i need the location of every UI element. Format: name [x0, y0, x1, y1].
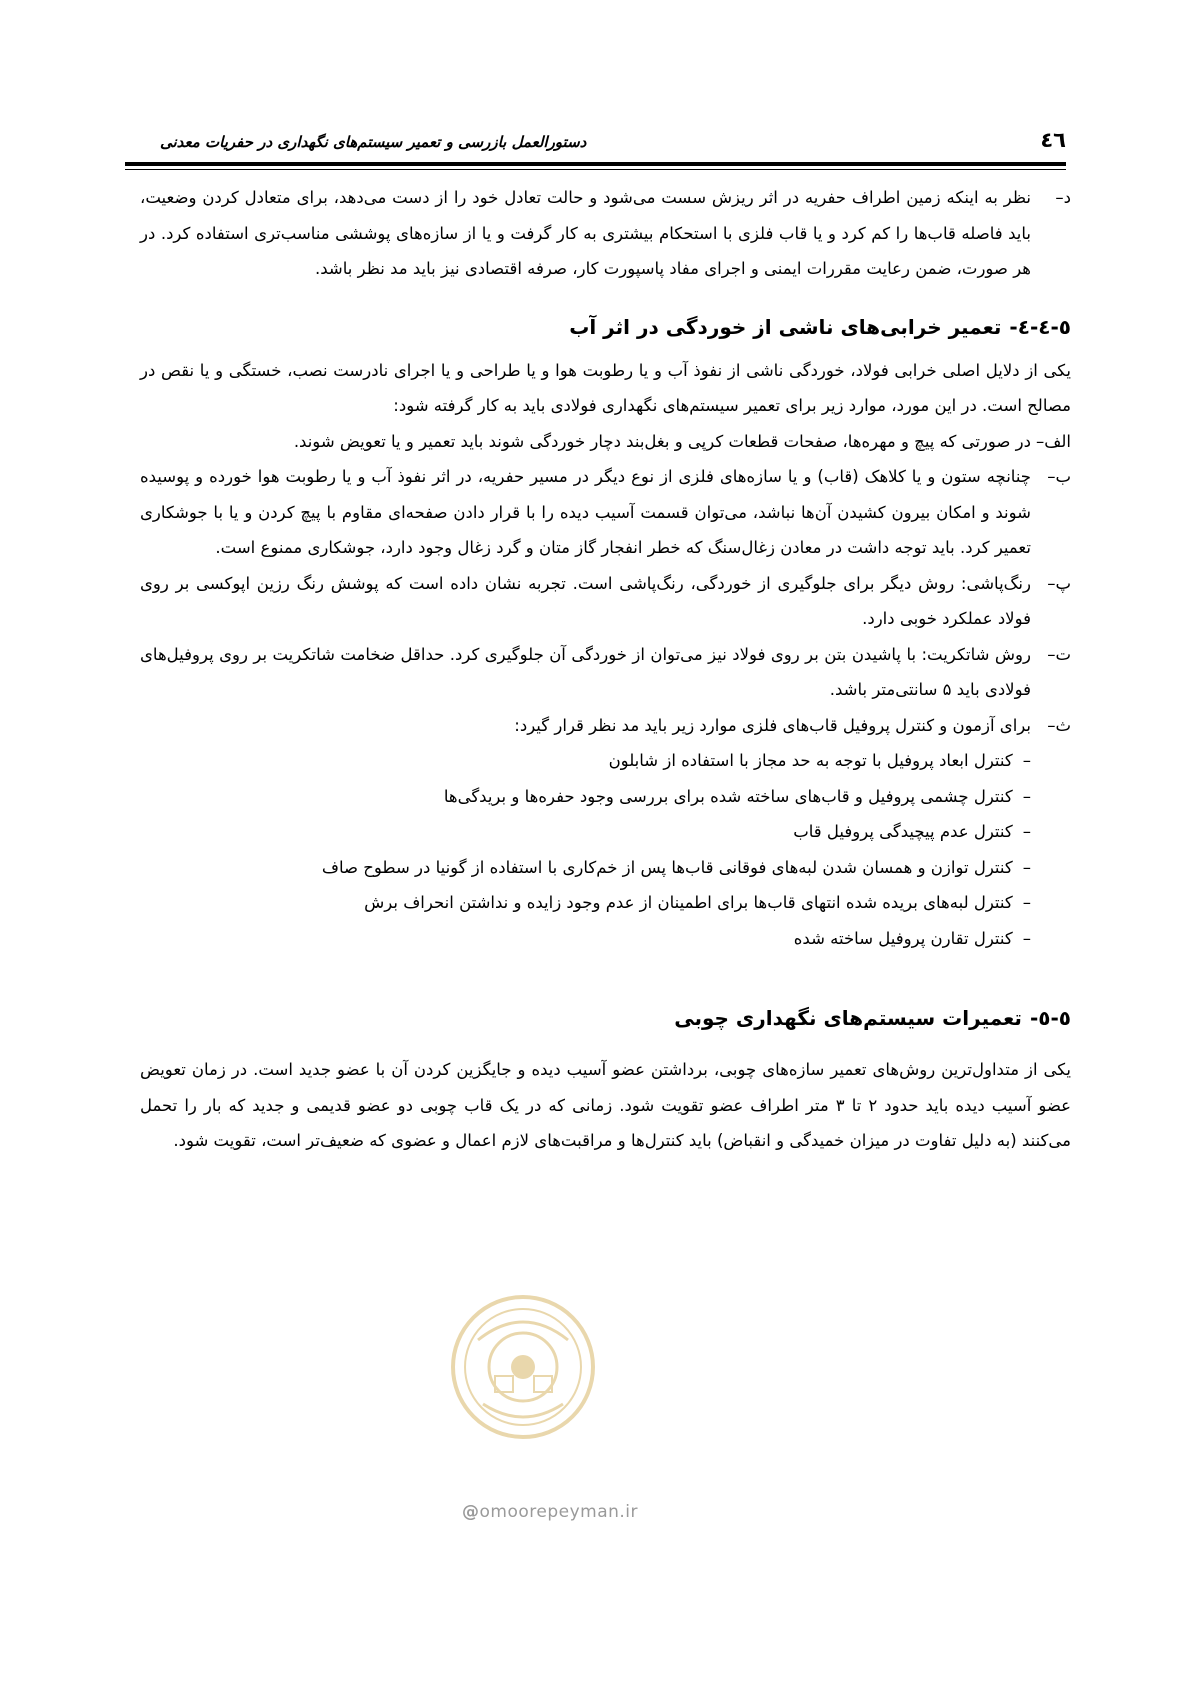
- at-sign-icon: @: [462, 1502, 480, 1522]
- check-text: کنترل چشمی پروفیل و قاب‌های ساخته شده برای بررسی وجود حفره‌ها و بریدگی‌ها: [443, 786, 1013, 806]
- running-header: [125, 128, 1066, 158]
- list-item: [140, 566, 1071, 637]
- check-list: [140, 743, 1071, 956]
- dash-marker: –: [1022, 822, 1031, 841]
- list-marker: ت–: [1047, 644, 1071, 664]
- section-number: ٥-٥-: [1029, 1006, 1071, 1030]
- dash-marker: –: [1022, 751, 1031, 770]
- watermark-site-text: omoorepeyman.ir: [479, 1502, 639, 1522]
- list-item: [140, 459, 1071, 566]
- dash-marker: –: [1022, 857, 1031, 877]
- list-item: [140, 424, 1071, 460]
- list-item: [140, 708, 1071, 744]
- dash-marker: –: [1022, 928, 1031, 948]
- list-marker: ث–: [1047, 715, 1071, 735]
- check-list-item: [140, 743, 1031, 779]
- section-title: تعمیرات سیستم‌های نگهداری چوبی: [674, 1006, 1022, 1030]
- watermark-website: [462, 1502, 638, 1522]
- check-list-item: [140, 885, 1031, 921]
- section-heading-corrosion: [140, 307, 1071, 347]
- header-rule-thin: [125, 169, 1066, 170]
- list-item-dal: [140, 180, 1071, 287]
- check-text: کنترل عدم پیچیدگی پروفیل قاب: [793, 822, 1013, 841]
- check-text: کنترل توازن و همسان شدن لبه‌های فوقانی قاب‌ها پس از خم‌کاری با استفاده از گونیا در سطوح صاف: [321, 857, 1013, 877]
- check-list-item: [140, 779, 1031, 815]
- section-number: ٥-٤-٤-: [1009, 314, 1071, 339]
- check-list-item: [140, 921, 1031, 957]
- section-paragraph: یکی از دلایل اصلی خرابی فولاد، خوردگی ناشی از نفوذ آب و یا رطوبت هوا و یا طراحی و یا اجرای نادرست نصب، خستگی و یا نقص در مصالح است. در این مورد، موارد زیر برای تعمیر سیستم‌های نگهداری فولادی باید به کار گرفته شود:: [140, 360, 1071, 415]
- list-item-text: برای آزمون و کنترل پروفیل قاب‌های فلزی موارد زیر باید مد نظر قرار گیرد:: [514, 715, 1031, 735]
- section-title: تعمیر خرابی‌های ناشی از خوردگی در اثر آب: [569, 314, 1002, 339]
- check-text: کنترل تقارن پروفیل ساخته شده: [793, 928, 1013, 948]
- list-item-text: چنانچه ستون و یا کلاهک (قاب) و یا سازه‌های فلزی از نوع دیگر در مسیر حفریه، در اثر نفوذ آب و یا رطوبت هوا خورده و پوسیده شوند و امکان بیرون کشیدن آن‌ها نباشد، می‌توان قسمت آسیب دیده را با قرار دادن صفحه‌ای مقاوم با پیچ کردن و یا با جوشکاری تعمیر کرد. باید توجه داشت در معادن زغال‌سنگ که خطر انفجار گاز متان و گرد زغال وجود دارد، جوشکاری ممنوع است.: [140, 467, 1031, 557]
- list-marker: ب–: [1047, 467, 1071, 486]
- header-rule-thick: [125, 162, 1066, 166]
- list-marker: د–: [1055, 188, 1071, 207]
- check-list-item: [140, 850, 1031, 886]
- list-item-text: روش شاتکریت: با پاشیدن بتن بر روی فولاد نیز می‌توان از خوردگی آن جلوگیری کرد. حداقل ضخامت شاتکریت بر روی پروفیل‌های فولادی باید ۵ سانتی‌متر باشد.: [140, 644, 1031, 699]
- list-item-text: رنگ‌پاشی: روش دیگر برای جلوگیری از خوردگی، رنگ‌پاشی است. تجربه نشان داده است که پوشش رنگ رزین اپوکسی بر روی فولاد عملکرد خوبی دارد.: [140, 573, 1031, 628]
- dash-marker: –: [1022, 786, 1031, 806]
- list-marker: پ–: [1047, 573, 1071, 593]
- section-paragraph: یکی از متداول‌ترین روش‌های تعمیر سازه‌های چوبی، برداشتن عضو آسیب دیده و جایگزین کردن آن با عضو جدید است. در زمان تعویض عضو آسیب دیده باید حدود ۲ تا ۳ متر اطراف عضو تقویت شود. زمانی که در یک قاب چوبی دو عضو قدیمی و جدید که بار را تحمل می‌کنند (به دلیل تفاوت در میزان خمیدگی و انقباض) باید کنترل‌ها و مراقبت‌های لازم اعمال و عضوی که ضعیف‌تر است، تقویت شود.: [140, 1060, 1072, 1150]
- watermark-seal-icon: [448, 1292, 598, 1442]
- section-heading-timber: [140, 998, 1071, 1038]
- dash-marker: –: [1022, 893, 1031, 912]
- check-text: کنترل لبه‌های بریده شده انتهای قاب‌ها برای اطمینان از عدم وجود زایده و نداشتن انحراف برش: [364, 893, 1013, 912]
- list-item: [140, 637, 1071, 708]
- running-title: دستورالعمل بازرسی و تعمیر سیستم‌های نگهداری در حفریات معدنی: [160, 133, 587, 151]
- page-number: ٤٦: [1040, 128, 1066, 152]
- check-list-item: [140, 814, 1031, 850]
- check-text: کنترل ابعاد پروفیل با توجه به حد مجاز با استفاده از شابلون: [608, 751, 1013, 770]
- list-marker: الف–: [1036, 431, 1071, 451]
- main-content: [140, 180, 1071, 1159]
- list-item-text: نظر به اینکه زمین اطراف حفریه در اثر ریزش سست می‌شود و حالت تعادل خود را از دست می‌دهد، برای متعادل کردن وضعیت، باید فاصله قاب‌ها را کم کرد و یا قاب فلزی با استحکام بیشتری به کار گرفت و یا از سازه‌های پوششی مناسب‌تری استفاده کرد. در هر صورت، ضمن رعایت مقررات ایمنی و اجرای مفاد پاسپورت کار، صرفه اقتصادی نیز باید مد نظر باشد.: [140, 188, 1031, 278]
- list-item-text: در صورتی که پیچ و مهره‌ها، صفحات قطعات کرپی و بغل‌بند دچار خوردگی شوند باید تعمیر و یا تعویض شوند.: [293, 431, 1031, 451]
